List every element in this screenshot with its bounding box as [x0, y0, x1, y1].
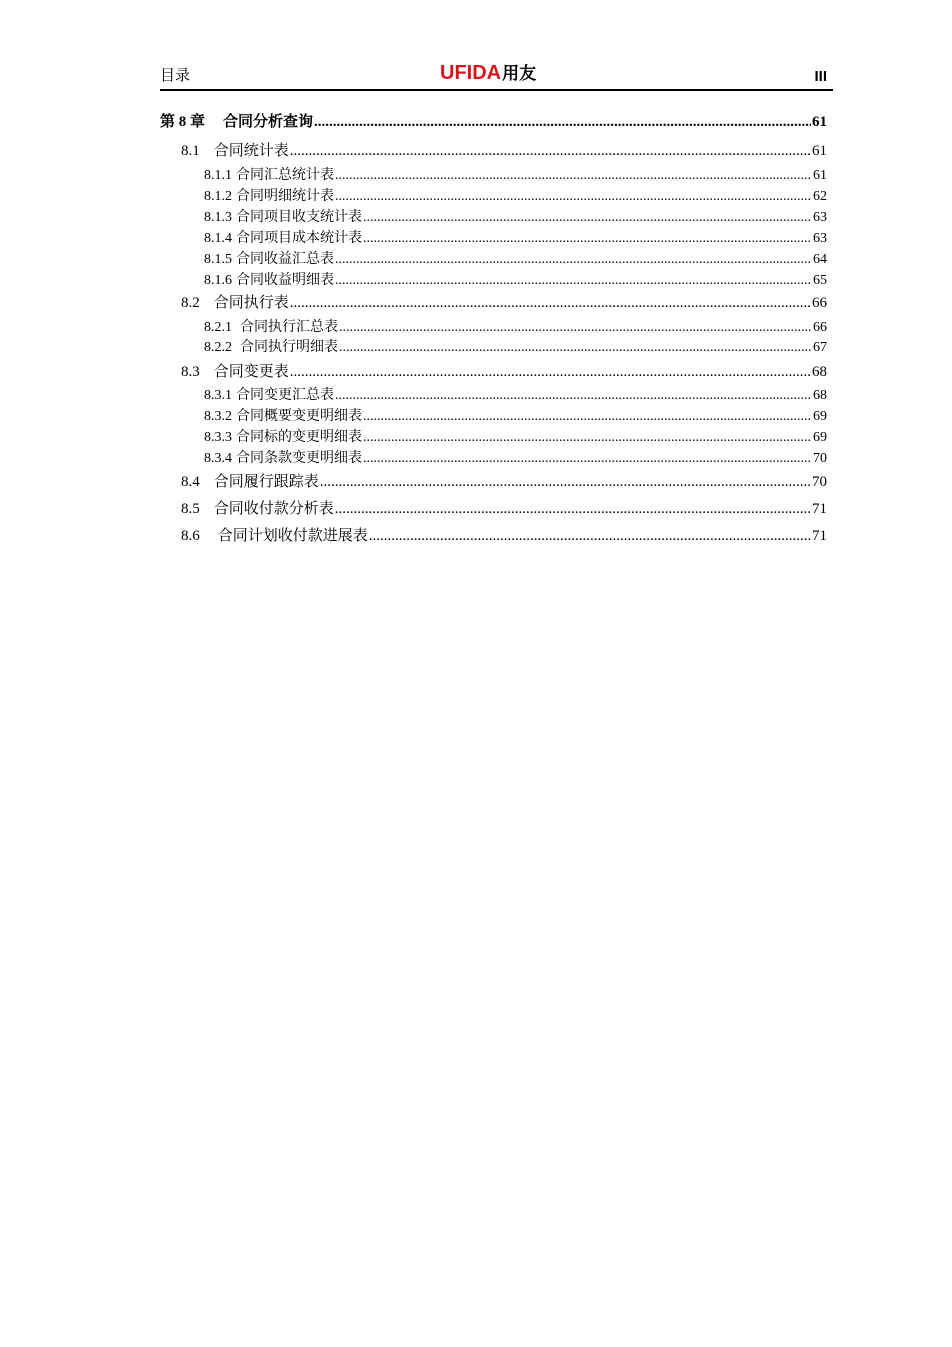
toc-entry-8-1-1[interactable]	[204, 164, 827, 184]
toc-entry-title: 合同履行跟踪表	[213, 474, 319, 490]
header-page-number: III	[814, 68, 827, 85]
toc-entry-number: 8.3.2	[204, 409, 232, 424]
toc-entry-number: 8.1	[181, 143, 200, 159]
toc-entry-page: 64	[813, 252, 827, 267]
toc-entry-number: 8.5	[181, 501, 200, 517]
toc-entry-title: 合同收益汇总表	[236, 252, 334, 267]
toc-entry-8-1-5[interactable]	[204, 248, 827, 268]
toc-entry-8-3-3[interactable]	[204, 426, 827, 446]
toc-entry-page: 61	[812, 114, 827, 130]
toc-entry-number: 8.2.2	[204, 340, 232, 355]
toc-leader-dots	[320, 474, 811, 491]
toc-entry-title: 合同执行汇总表	[240, 320, 338, 335]
toc-entry-title: 合同分析查询	[223, 114, 314, 130]
toc-entry-page: 66	[813, 320, 827, 335]
toc-entry-title: 合同明细统计表	[236, 189, 334, 204]
toc-entry-number: 8.3	[181, 364, 200, 380]
toc-entry-title: 合同执行明细表	[240, 340, 338, 355]
toc-leader-dots	[335, 501, 811, 518]
toc-entry-8-2-1[interactable]	[204, 316, 827, 336]
toc-entry-title: 合同项目成本统计表	[236, 231, 362, 246]
toc-entry-number: 8.1.2	[204, 189, 232, 204]
toc-entry-8-1-4[interactable]	[204, 227, 827, 247]
toc-entry-8-1-2[interactable]	[204, 185, 827, 205]
toc-entry-number: 第 8 章	[160, 114, 206, 130]
toc-leader-dots	[290, 143, 811, 160]
toc-entry-page: 67	[813, 340, 827, 355]
toc-entry-number: 8.1.3	[204, 210, 232, 225]
toc-leader-dots	[335, 189, 812, 205]
toc-entry-title: 合同变更表	[213, 364, 289, 380]
toc-entry-page: 71	[812, 501, 827, 517]
toc-entry-page: 68	[813, 388, 827, 403]
toc-entry-page: 69	[813, 409, 827, 424]
toc-entry-number: 8.3.3	[204, 430, 232, 445]
toc-entry-page: 63	[813, 210, 827, 225]
toc-leader-dots	[363, 231, 812, 247]
toc-entry-number: 8.4	[181, 474, 200, 490]
logo-brand-text: UFIDA	[440, 62, 502, 84]
toc-entry-8-5[interactable]	[181, 497, 827, 518]
toc-entry-8-2[interactable]	[181, 291, 827, 312]
toc-entry-title: 合同项目收支统计表	[236, 210, 362, 225]
toc-leader-dots	[335, 388, 812, 404]
toc-entry-page: 66	[812, 295, 827, 311]
toc-entry-8-3-4[interactable]	[204, 447, 827, 467]
toc-entry-title: 合同概要变更明细表	[236, 409, 362, 424]
toc-entry-8-1-6[interactable]	[204, 269, 827, 289]
toc-entry-page: 70	[812, 474, 827, 490]
toc-entry-number: 8.6	[181, 528, 200, 544]
toc-leader-dots	[335, 252, 812, 268]
page-header	[160, 62, 833, 91]
ufida-logo	[440, 59, 536, 85]
toc-entry-number: 8.2	[181, 295, 200, 311]
toc-entry-page: 65	[813, 273, 827, 288]
toc-entry-page: 71	[812, 528, 827, 544]
toc-leader-dots	[339, 320, 812, 336]
header-section-title: 目录	[160, 66, 191, 84]
toc-entry-page: 61	[812, 143, 827, 159]
toc-entry-number: 8.3.1	[204, 388, 232, 403]
toc-entry-number: 8.1.5	[204, 252, 232, 267]
toc-entry-page: 62	[813, 189, 827, 204]
toc-leader-dots	[290, 364, 811, 381]
toc-entry-number: 8.2.1	[204, 320, 232, 335]
toc-entry-title: 合同统计表	[213, 143, 289, 159]
toc-leader-dots	[363, 451, 812, 467]
toc-entry-title: 合同执行表	[213, 295, 289, 311]
toc-leader-dots	[314, 114, 811, 131]
toc-leader-dots	[335, 168, 812, 184]
toc-entry-title: 合同收益明细表	[236, 273, 334, 288]
toc-entry-number: 8.1.1	[204, 168, 232, 183]
toc-entry-page: 69	[813, 430, 827, 445]
toc-entry-title: 合同收付款分析表	[213, 501, 334, 517]
toc-entry-title: 合同变更汇总表	[236, 388, 334, 403]
toc-entry-8-3-1[interactable]	[204, 384, 827, 404]
toc-entry-chapter-8[interactable]	[160, 110, 827, 131]
toc-entry-page: 68	[812, 364, 827, 380]
toc-leader-dots	[363, 430, 812, 446]
toc-entry-number: 8.1.4	[204, 231, 232, 246]
toc-entry-8-6[interactable]	[181, 524, 827, 545]
toc-entry-8-3-2[interactable]	[204, 405, 827, 425]
toc-entry-page: 61	[813, 168, 827, 183]
toc-entry-title: 合同标的变更明细表	[236, 430, 362, 445]
logo-brand-cn-text: 用友	[502, 64, 537, 83]
toc-entry-8-1[interactable]	[181, 139, 827, 160]
toc-leader-dots	[369, 528, 811, 545]
toc-entry-title: 合同计划收付款进展表	[217, 528, 368, 544]
toc-leader-dots	[363, 409, 812, 425]
toc-entry-number: 8.1.6	[204, 273, 232, 288]
toc-leader-dots	[363, 210, 812, 226]
toc-leader-dots	[339, 340, 812, 356]
toc-leader-dots	[335, 273, 812, 289]
toc-entry-8-2-2[interactable]	[204, 336, 827, 356]
toc-entry-page: 63	[813, 231, 827, 246]
toc-entry-number: 8.3.4	[204, 451, 232, 466]
toc-leader-dots	[290, 295, 811, 312]
toc-entry-page: 70	[813, 451, 827, 466]
toc-entry-title: 合同汇总统计表	[236, 168, 334, 183]
toc-entry-title: 合同条款变更明细表	[236, 451, 362, 466]
toc-entry-8-4[interactable]	[181, 470, 827, 491]
toc-entry-8-3[interactable]	[181, 360, 827, 381]
toc-entry-8-1-3[interactable]	[204, 206, 827, 226]
